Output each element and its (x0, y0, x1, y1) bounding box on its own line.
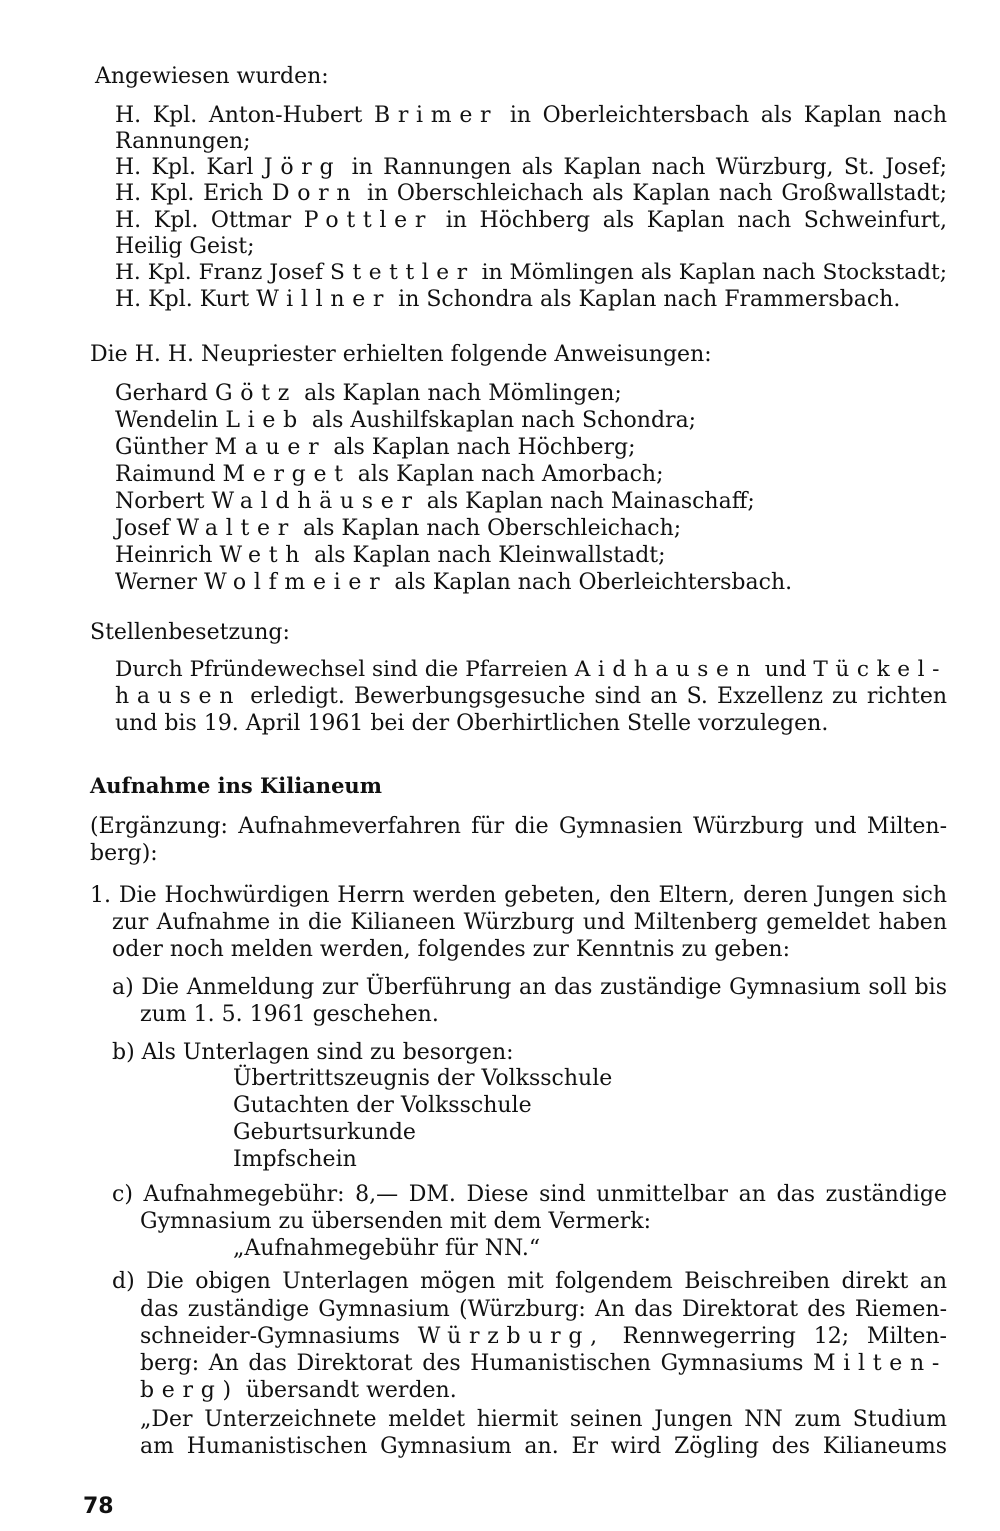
new-priest-line: Josef Walter als Kaplan nach Oberschleichach; (115, 516, 682, 541)
item-d-line: berg: An das Direktorat des Humanistischen Gymnasiums Milten- (140, 1351, 947, 1376)
item-1-line: oder noch melden werden, folgendes zur Kenntnis zu geben: (112, 937, 790, 962)
item-a-line: a) Die Anmeldung zur Überführung an das zuständige Gymnasium soll bis (112, 975, 947, 1000)
assignments-intro: Angewiesen wurden: (95, 64, 329, 89)
item-d-line: schneider-Gymnasiums Würzburg, Rennwegerring 12; Milten- (140, 1324, 947, 1349)
new-priest-line: Heinrich Weth als Kaplan nach Kleinwallstadt; (115, 543, 666, 568)
assignment-line: H. Kpl. Karl Jörg in Rannungen als Kaplan nach Würzburg, St. Josef; (115, 155, 948, 180)
quote-line: am Humanistischen Gymnasium an. Er wird Zögling des Kilianeums (140, 1434, 947, 1459)
assignment-line: Rannungen; (115, 129, 251, 154)
new-priest-line: Werner Wolfmeier als Kaplan nach Oberleichtersbach. (115, 570, 793, 595)
item-c-line: c) Aufnahmegebühr: 8,— DM. Diese sind unmittelbar an das zuständige (112, 1182, 947, 1207)
item-b-line: b) Als Unterlagen sind zu besorgen: (112, 1040, 514, 1065)
quote-line: „Der Unterzeichnete meldet hiermit seinen Jungen NN zum Studium (140, 1407, 947, 1432)
new-priest-line: Wendelin Lieb als Aushilfskaplan nach Schondra; (115, 408, 697, 433)
positions-text-line: Durch Pfründewechsel sind die Pfarreien Aidhausen und Tückel- (115, 657, 948, 682)
supplement-line: berg): (90, 841, 158, 866)
positions-text-line: und bis 19. April 1961 bei der Oberhirtlichen Stelle vorzulegen. (115, 711, 829, 736)
assignment-line: H. Kpl. Erich Dorn in Oberschleichach als Kaplan nach Großwallstadt; (115, 181, 947, 206)
assignment-line: H. Kpl. Kurt Willner in Schondra als Kaplan nach Frammersbach. (115, 287, 901, 312)
item-a-line: zum 1. 5. 1961 geschehen. (140, 1002, 439, 1027)
new-priest-line: Günther Mauer als Kaplan nach Höchberg; (115, 435, 636, 460)
item-d-line: das zuständige Gymnasium (Würzburg: An das Direktorat des Riemen- (140, 1297, 947, 1322)
new-priest-line: Raimund Merget als Kaplan nach Amorbach; (115, 462, 664, 487)
item-d-line: berg) übersandt werden. (140, 1378, 457, 1403)
item-1-line: zur Aufnahme in die Kilianeen Würzburg und Miltenberg gemeldet haben (112, 910, 947, 935)
document-list-item: Übertrittszeugnis der Volksschule (233, 1066, 613, 1091)
document-list-item: Impfschein (233, 1147, 357, 1172)
item-c-line: Gymnasium zu übersenden mit dem Vermerk: (140, 1209, 652, 1234)
item-1-line: 1. Die Hochwürdigen Herrn werden gebeten, den Eltern, deren Jungen sich (90, 883, 947, 908)
item-d-line: d) Die obigen Unterlagen mögen mit folgendem Beischreiben direkt an (112, 1269, 947, 1294)
new-priests-intro: Die H. H. Neupriester erhielten folgende Anweisungen: (90, 342, 712, 367)
new-priest-line: Gerhard Götz als Kaplan nach Mömlingen; (115, 381, 622, 406)
item-c-line: „Aufnahmegebühr für NN.“ (233, 1236, 541, 1261)
positions-heading: Stellenbesetzung: (90, 620, 290, 645)
assignment-line: H. Kpl. Franz Josef Stettler in Mömlingen als Kaplan nach Stockstadt; (115, 260, 948, 285)
assignment-line: H. Kpl. Anton-Hubert Brimer in Oberleichtersbach als Kaplan nach (115, 103, 948, 128)
assignment-line: Heilig Geist; (115, 234, 255, 259)
new-priest-line: Norbert Waldhäuser als Kaplan nach Mainaschaff; (115, 489, 755, 514)
page-number: 78 (83, 1494, 114, 1519)
kilianeum-heading: Aufnahme ins Kilianeum (90, 773, 382, 798)
assignment-line: H. Kpl. Ottmar Pottler in Höchberg als Kaplan nach Schweinfurt, (115, 208, 947, 233)
positions-text-line: hausen erledigt. Bewerbungsgesuche sind an S. Exzellenz zu richten (115, 684, 948, 709)
document-list-item: Gutachten der Volksschule (233, 1093, 532, 1118)
document-list-item: Geburtsurkunde (233, 1120, 416, 1145)
supplement-line: (Ergänzung: Aufnahmeverfahren für die Gymnasien Würzburg und Milten- (90, 814, 947, 839)
